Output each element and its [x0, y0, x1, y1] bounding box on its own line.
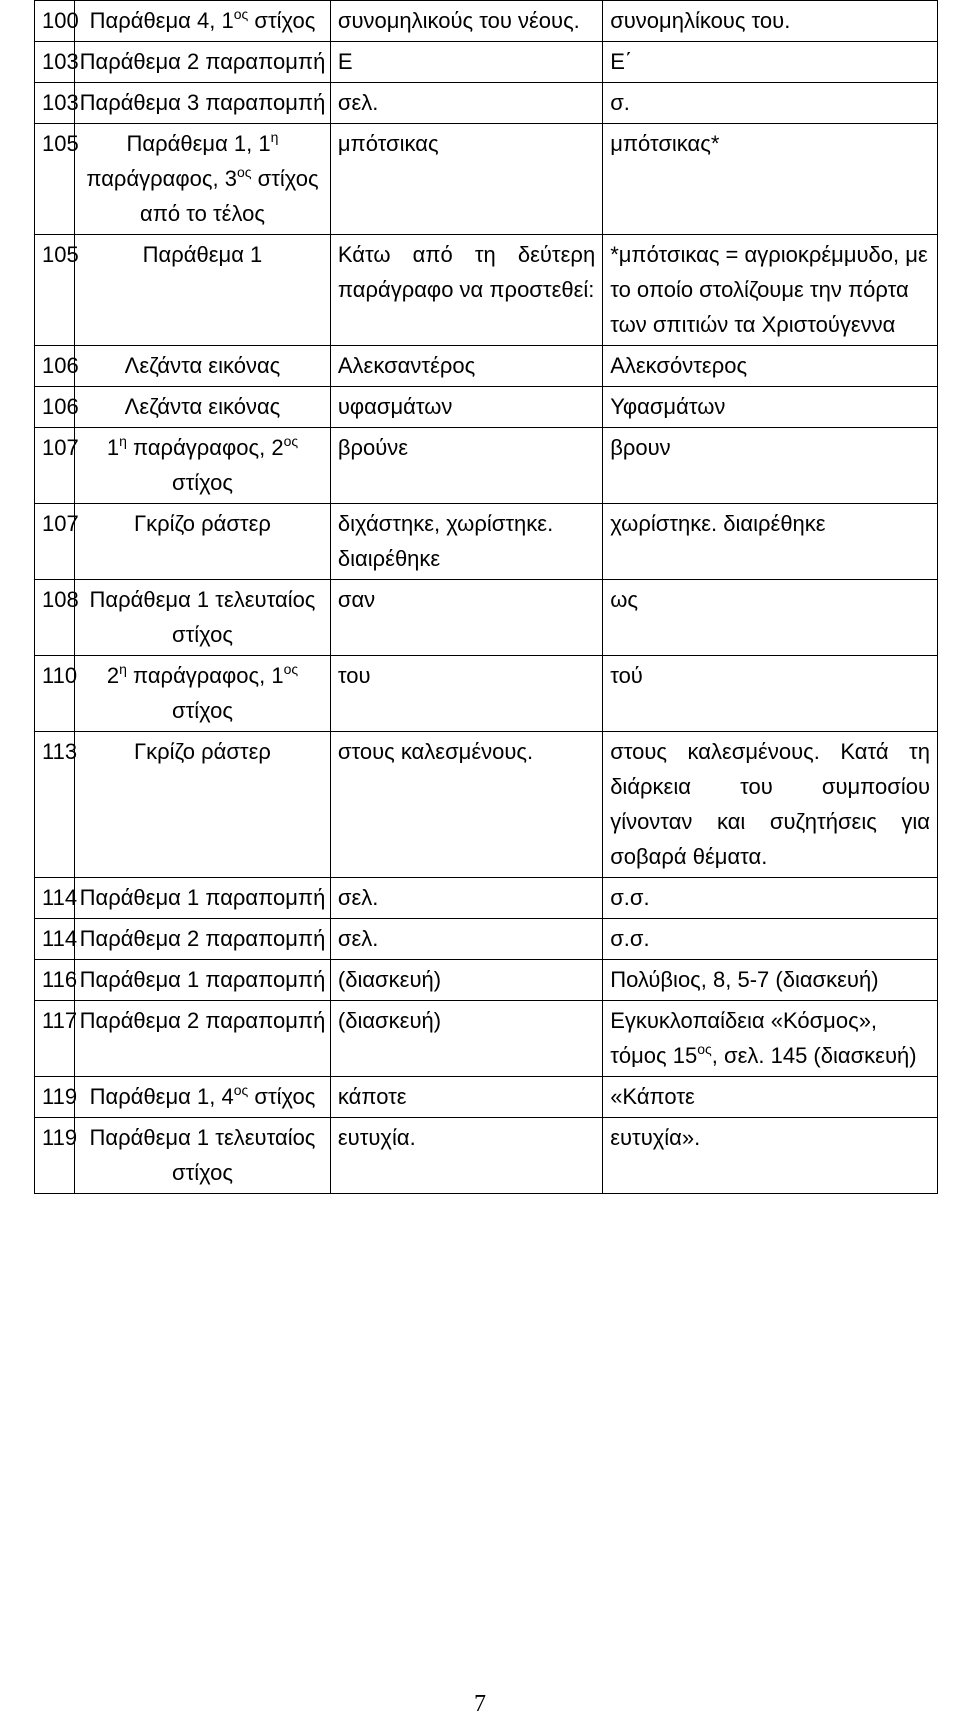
corrected-text-cell: τού	[603, 656, 938, 732]
location-cell	[75, 732, 331, 878]
text-fragment: Παράθεμα 2 παραπομπή	[79, 1008, 326, 1033]
superscript: ος	[283, 661, 299, 677]
text-fragment: Παράθεμα 1 παραπομπή	[79, 885, 326, 910]
text-fragment: Γκρίζο ράστερ	[134, 511, 271, 536]
original-text-cell: σελ.	[330, 919, 602, 960]
page-cell: 117	[35, 1001, 75, 1077]
text-fragment: Λεζάντα εικόνας	[124, 394, 281, 419]
location-cell	[75, 1, 331, 42]
page-cell: 119	[35, 1077, 75, 1118]
table-row	[35, 1, 938, 42]
location-cell	[75, 42, 331, 83]
table-row	[35, 1001, 938, 1077]
table-row	[35, 878, 938, 919]
corrected-text-cell: χωρίστηκε. διαιρέθηκε	[603, 504, 938, 580]
original-text-cell: (διασκευή)	[330, 960, 602, 1001]
corrected-text-cell: σ.σ.	[603, 878, 938, 919]
superscript: ος	[697, 1041, 712, 1057]
table-row	[35, 1118, 938, 1194]
superscript: η	[119, 661, 127, 677]
page-cell: 106	[35, 387, 75, 428]
text-fragment: Παράθεμα 1 τελευταίος στίχος	[89, 1125, 316, 1185]
text-fragment: Παράθεμα 1, 1	[126, 131, 271, 156]
corrected-text-cell: Αλεκσόντερος	[603, 346, 938, 387]
table-row	[35, 235, 938, 346]
location-cell	[75, 1118, 331, 1194]
superscript: ος	[236, 164, 252, 180]
page-cell: 114	[35, 878, 75, 919]
original-text-cell: στους καλεσμένους.	[330, 732, 602, 878]
location-cell	[75, 504, 331, 580]
corrected-text-cell: ευτυχία».	[603, 1118, 938, 1194]
location-cell	[75, 346, 331, 387]
superscript: ος	[233, 1082, 249, 1098]
text-fragment: Παράθεμα 4, 1	[89, 8, 234, 33]
page-number: 7	[474, 1691, 486, 1717]
page-cell: 107	[35, 504, 75, 580]
corrected-text-cell: στους καλεσμένους. Κατά τη διάρκεια του συμποσίου γίνονταν και συζητήσεις για σοβαρά θέματα.	[603, 732, 938, 878]
location-cell	[75, 1077, 331, 1118]
superscript: η	[119, 433, 127, 449]
corrected-text-cell: Πολύβιος, 8, 5-7 (διασκευή)	[603, 960, 938, 1001]
page-cell: 114	[35, 919, 75, 960]
original-text-cell: Κάτω από τη δεύτερη παράγραφο να προστεθεί:	[330, 235, 602, 346]
location-cell	[75, 235, 331, 346]
text-fragment: 1	[106, 435, 120, 460]
original-text-cell: σελ.	[330, 83, 602, 124]
text-fragment: στίχος από το τέλος	[139, 166, 319, 226]
superscript: ος	[233, 6, 249, 22]
original-text-cell: συνομηλικούς του νέους.	[330, 1, 602, 42]
page-cell: 107	[35, 428, 75, 504]
table-row	[35, 83, 938, 124]
text-fragment: παράγραφος, 1	[126, 663, 284, 688]
location-cell	[75, 428, 331, 504]
original-text-cell: Αλεκσαντέρος	[330, 346, 602, 387]
original-text-cell: (διασκευή)	[330, 1001, 602, 1077]
text-fragment: παράγραφος, 3	[86, 166, 237, 191]
table-row	[35, 346, 938, 387]
table-row	[35, 580, 938, 656]
text-fragment: Παράθεμα 1	[142, 242, 263, 267]
table-row	[35, 42, 938, 83]
page-cell: 100	[35, 1, 75, 42]
original-text-cell: σελ.	[330, 878, 602, 919]
table-row	[35, 732, 938, 878]
text-fragment: Παράθεμα 3 παραπομπή	[79, 90, 326, 115]
page-cell: 113	[35, 732, 75, 878]
corrected-text-cell: Ε΄	[603, 42, 938, 83]
text-fragment: στίχος	[248, 1084, 316, 1109]
corrected-text-cell: ως	[603, 580, 938, 656]
page-cell: 105	[35, 124, 75, 235]
corrected-text-cell	[603, 1001, 938, 1077]
text-fragment: Παράθεμα 1 τελευταίος στίχος	[89, 587, 316, 647]
text-fragment: Παράθεμα 1 παραπομπή	[79, 967, 326, 992]
corrected-text-cell: Υφασμάτων	[603, 387, 938, 428]
text-fragment: Λεζάντα εικόνας	[124, 353, 281, 378]
table-row	[35, 124, 938, 235]
text-fragment: , σελ. 145 (διασκευή)	[711, 1043, 917, 1068]
corrected-text-cell: σ.σ.	[603, 919, 938, 960]
original-text-cell: βρούνε	[330, 428, 602, 504]
table-row	[35, 919, 938, 960]
location-cell	[75, 878, 331, 919]
location-cell	[75, 124, 331, 235]
corrected-text-cell: μπότσικας*	[603, 124, 938, 235]
location-cell	[75, 1001, 331, 1077]
page-cell: 108	[35, 580, 75, 656]
page-cell: 103	[35, 42, 75, 83]
corrected-text-cell: συνομηλίκους του.	[603, 1, 938, 42]
text-fragment: παράγραφος, 2	[126, 435, 284, 460]
table-row	[35, 504, 938, 580]
table-row	[35, 960, 938, 1001]
corrected-text-cell: σ.	[603, 83, 938, 124]
location-cell	[75, 83, 331, 124]
original-text-cell: του	[330, 656, 602, 732]
text-fragment: στίχος	[172, 698, 233, 723]
table-row	[35, 1077, 938, 1118]
page-cell: 103	[35, 83, 75, 124]
original-text-cell: μπότσικας	[330, 124, 602, 235]
location-cell	[75, 960, 331, 1001]
page-cell: 105	[35, 235, 75, 346]
corrected-text-cell: *μπότσικας = αγριοκρέμμυδο, με το οποίο στολίζουμε την πόρτα των σπιτιών τα Χριστούγεννα	[603, 235, 938, 346]
corrected-text-cell: «Κάποτε	[603, 1077, 938, 1118]
text-fragment: Γκρίζο ράστερ	[134, 739, 271, 764]
location-cell	[75, 919, 331, 960]
superscript: η	[270, 129, 279, 145]
text-fragment: στίχος	[172, 470, 233, 495]
text-fragment: Παράθεμα 2 παραπομπή	[79, 926, 326, 951]
original-text-cell: κάποτε	[330, 1077, 602, 1118]
page-cell: 116	[35, 960, 75, 1001]
original-text-cell: σαν	[330, 580, 602, 656]
page-cell: 110	[35, 656, 75, 732]
text-fragment: Παράθεμα 1, 4	[89, 1084, 234, 1109]
table-row	[35, 387, 938, 428]
page-cell: 119	[35, 1118, 75, 1194]
corrected-text-cell: βρουν	[603, 428, 938, 504]
text-fragment: 2	[106, 663, 120, 688]
original-text-cell: Ε	[330, 42, 602, 83]
page-cell: 106	[35, 346, 75, 387]
text-fragment: στίχος	[248, 8, 316, 33]
text-fragment: Εγκυκλοπαίδεια «Κόσμος», τόμος 15	[610, 1008, 878, 1068]
table-row	[35, 428, 938, 504]
original-text-cell: υφασμάτων	[330, 387, 602, 428]
superscript: ος	[283, 433, 299, 449]
errata-table	[34, 0, 938, 1194]
location-cell	[75, 656, 331, 732]
original-text-cell: ευτυχία.	[330, 1118, 602, 1194]
text-fragment: Παράθεμα 2 παραπομπή	[79, 49, 326, 74]
table-row	[35, 656, 938, 732]
location-cell	[75, 387, 331, 428]
location-cell	[75, 580, 331, 656]
original-text-cell: διχάστηκε, χωρίστηκε. διαιρέθηκε	[330, 504, 602, 580]
